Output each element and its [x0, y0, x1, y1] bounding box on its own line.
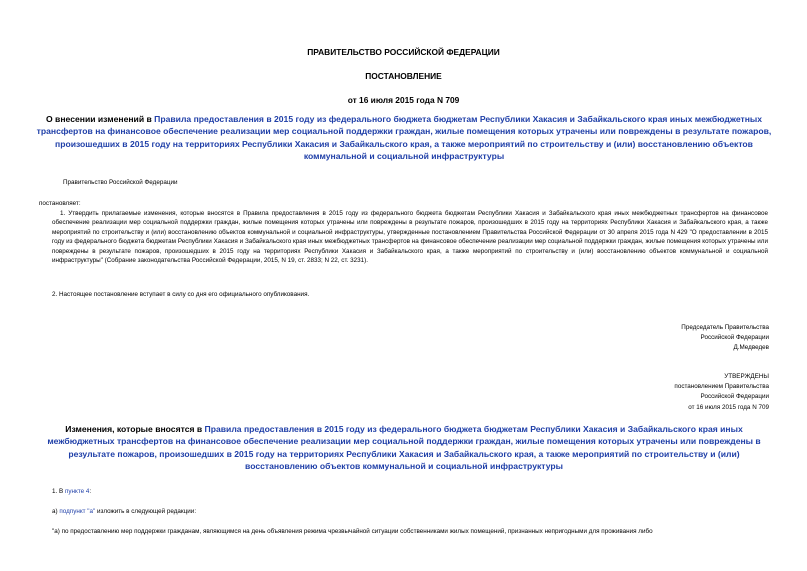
approval-line-2: постановлением Правительства [674, 383, 769, 391]
government-heading: ПРАВИТЕЛЬСТВО РОССИЙСКОЙ ФЕДЕРАЦИИ [307, 47, 500, 57]
document-title [34, 113, 774, 163]
change-item-a: а) подпункт "а" изложить в следующей редакции: [52, 508, 197, 515]
changes-rules-link[interactable]: Правила предоставления в 2015 году из федерального бюджета бюджетам Республики Хакасия и Забайкальского края иных межбюджетных трансфертов на финансовое обеспечение реализации мер социальной поддержки граждан, жилые помещения которых утрачены или повреждены в результате пожаров, произошедших в 2015 году на территориях Республики Хакасия и Забайкальского края, а также мероприятий по строительству и (или) восстановлению объектов коммунальной и социальной инфраструктуры [47, 424, 761, 472]
approval-line-3: Российской Федерации [700, 393, 769, 401]
point-4-link[interactable]: пункте 4 [64, 488, 90, 495]
approval-line-1: УТВЕРЖДЕНЫ [724, 373, 769, 380]
signature-block [681, 323, 769, 354]
changes-title [34, 423, 774, 473]
approval-block [674, 372, 769, 413]
signature-line-3: Д.Медведев [733, 344, 769, 352]
rules-link[interactable]: Правила предоставления в 2015 году из федерального бюджета бюджетам Республики Хакасия и Забайкальского края иных межбюджетных трансфертов на финансовое обеспечение реализации мер социальной поддержки граждан, жилые помещения которых утрачены или повреждены в результате пожаров, произошедших в 2015 году на территориях Республики Хакасия и Забайкальского края, а также мероприятий по строительству и (или) восстановлению объектов коммунальной и социальной инфраструктуры [36, 114, 772, 162]
change-item-1: 1. В пункте 4: [52, 488, 92, 495]
paragraph-1: 1. Утвердить прилагаемые изменения, которые вносятся в Правила предоставления в 2015 году из федерального бюджета бюджетам Республики Хакасия и Забайкальского края иных межбюджетных трансфертов на финансовое обеспечение реализации мер социальной поддержки граждан, жилые помещения которых утрачены или повреждены в результате пожаров, произошедших в 2015 году на территориях Республики Хакасия и Забайкальского края, а также мероприятий по строительству и (или) восстановлению объектов коммунальной и социальной инфраструктуры, утвержденные постановлением Правительства Российской Федерации от 30 апреля 2015 года N 429 "О предоставлении в 2015 году из федерального бюджета бюджетам Республики Хакасия и Забайкальского края иных межбюджетных трансфертов на финансовое обеспечение реализации мер социальной поддержки граждан, жилые помещения которых утрачены или повреждены в результате пожаров, произошедших в 2015 году на территориях Республики Хакасия и Забайкальского края, а также мероприятий по строительству и (или) восстановлению объектов коммунальной и социальной инфраструктуры" (Собрание законодательства Российской Федерации, 2015, N 19, ст. 2833; N 22, ст. 3231). [52, 210, 768, 265]
signature-line-1: Председатель Правительства [681, 324, 769, 331]
issuer-text: Правительство Российской Федерации [63, 179, 178, 186]
document-type-heading: ПОСТАНОВЛЕНИЕ [365, 71, 442, 81]
paragraph-2: 2. Настоящее постановление вступает в силу со дня его официального опубликования. [52, 291, 310, 298]
quoted-text-start: "а) по предоставлению мер поддержки гражданам, являющимся на день объявления режима чрезвычайной ситуации собственниками жилых помещений, признанных непригодными для проживания либо [52, 528, 653, 535]
subpoint-a-link[interactable]: подпункт "а" [59, 508, 96, 515]
title-prefix: О внесении изменений в [45, 114, 155, 124]
document-date-number: от 16 июля 2015 года N 709 [347, 95, 460, 105]
signature-line-2: Российской Федерации [700, 334, 769, 342]
changes-title-prefix: Изменения, которые вносятся в [65, 424, 205, 434]
resolves-text: постановляет: [39, 200, 81, 207]
approval-line-4: от 16 июля 2015 года N 709 [688, 403, 769, 411]
